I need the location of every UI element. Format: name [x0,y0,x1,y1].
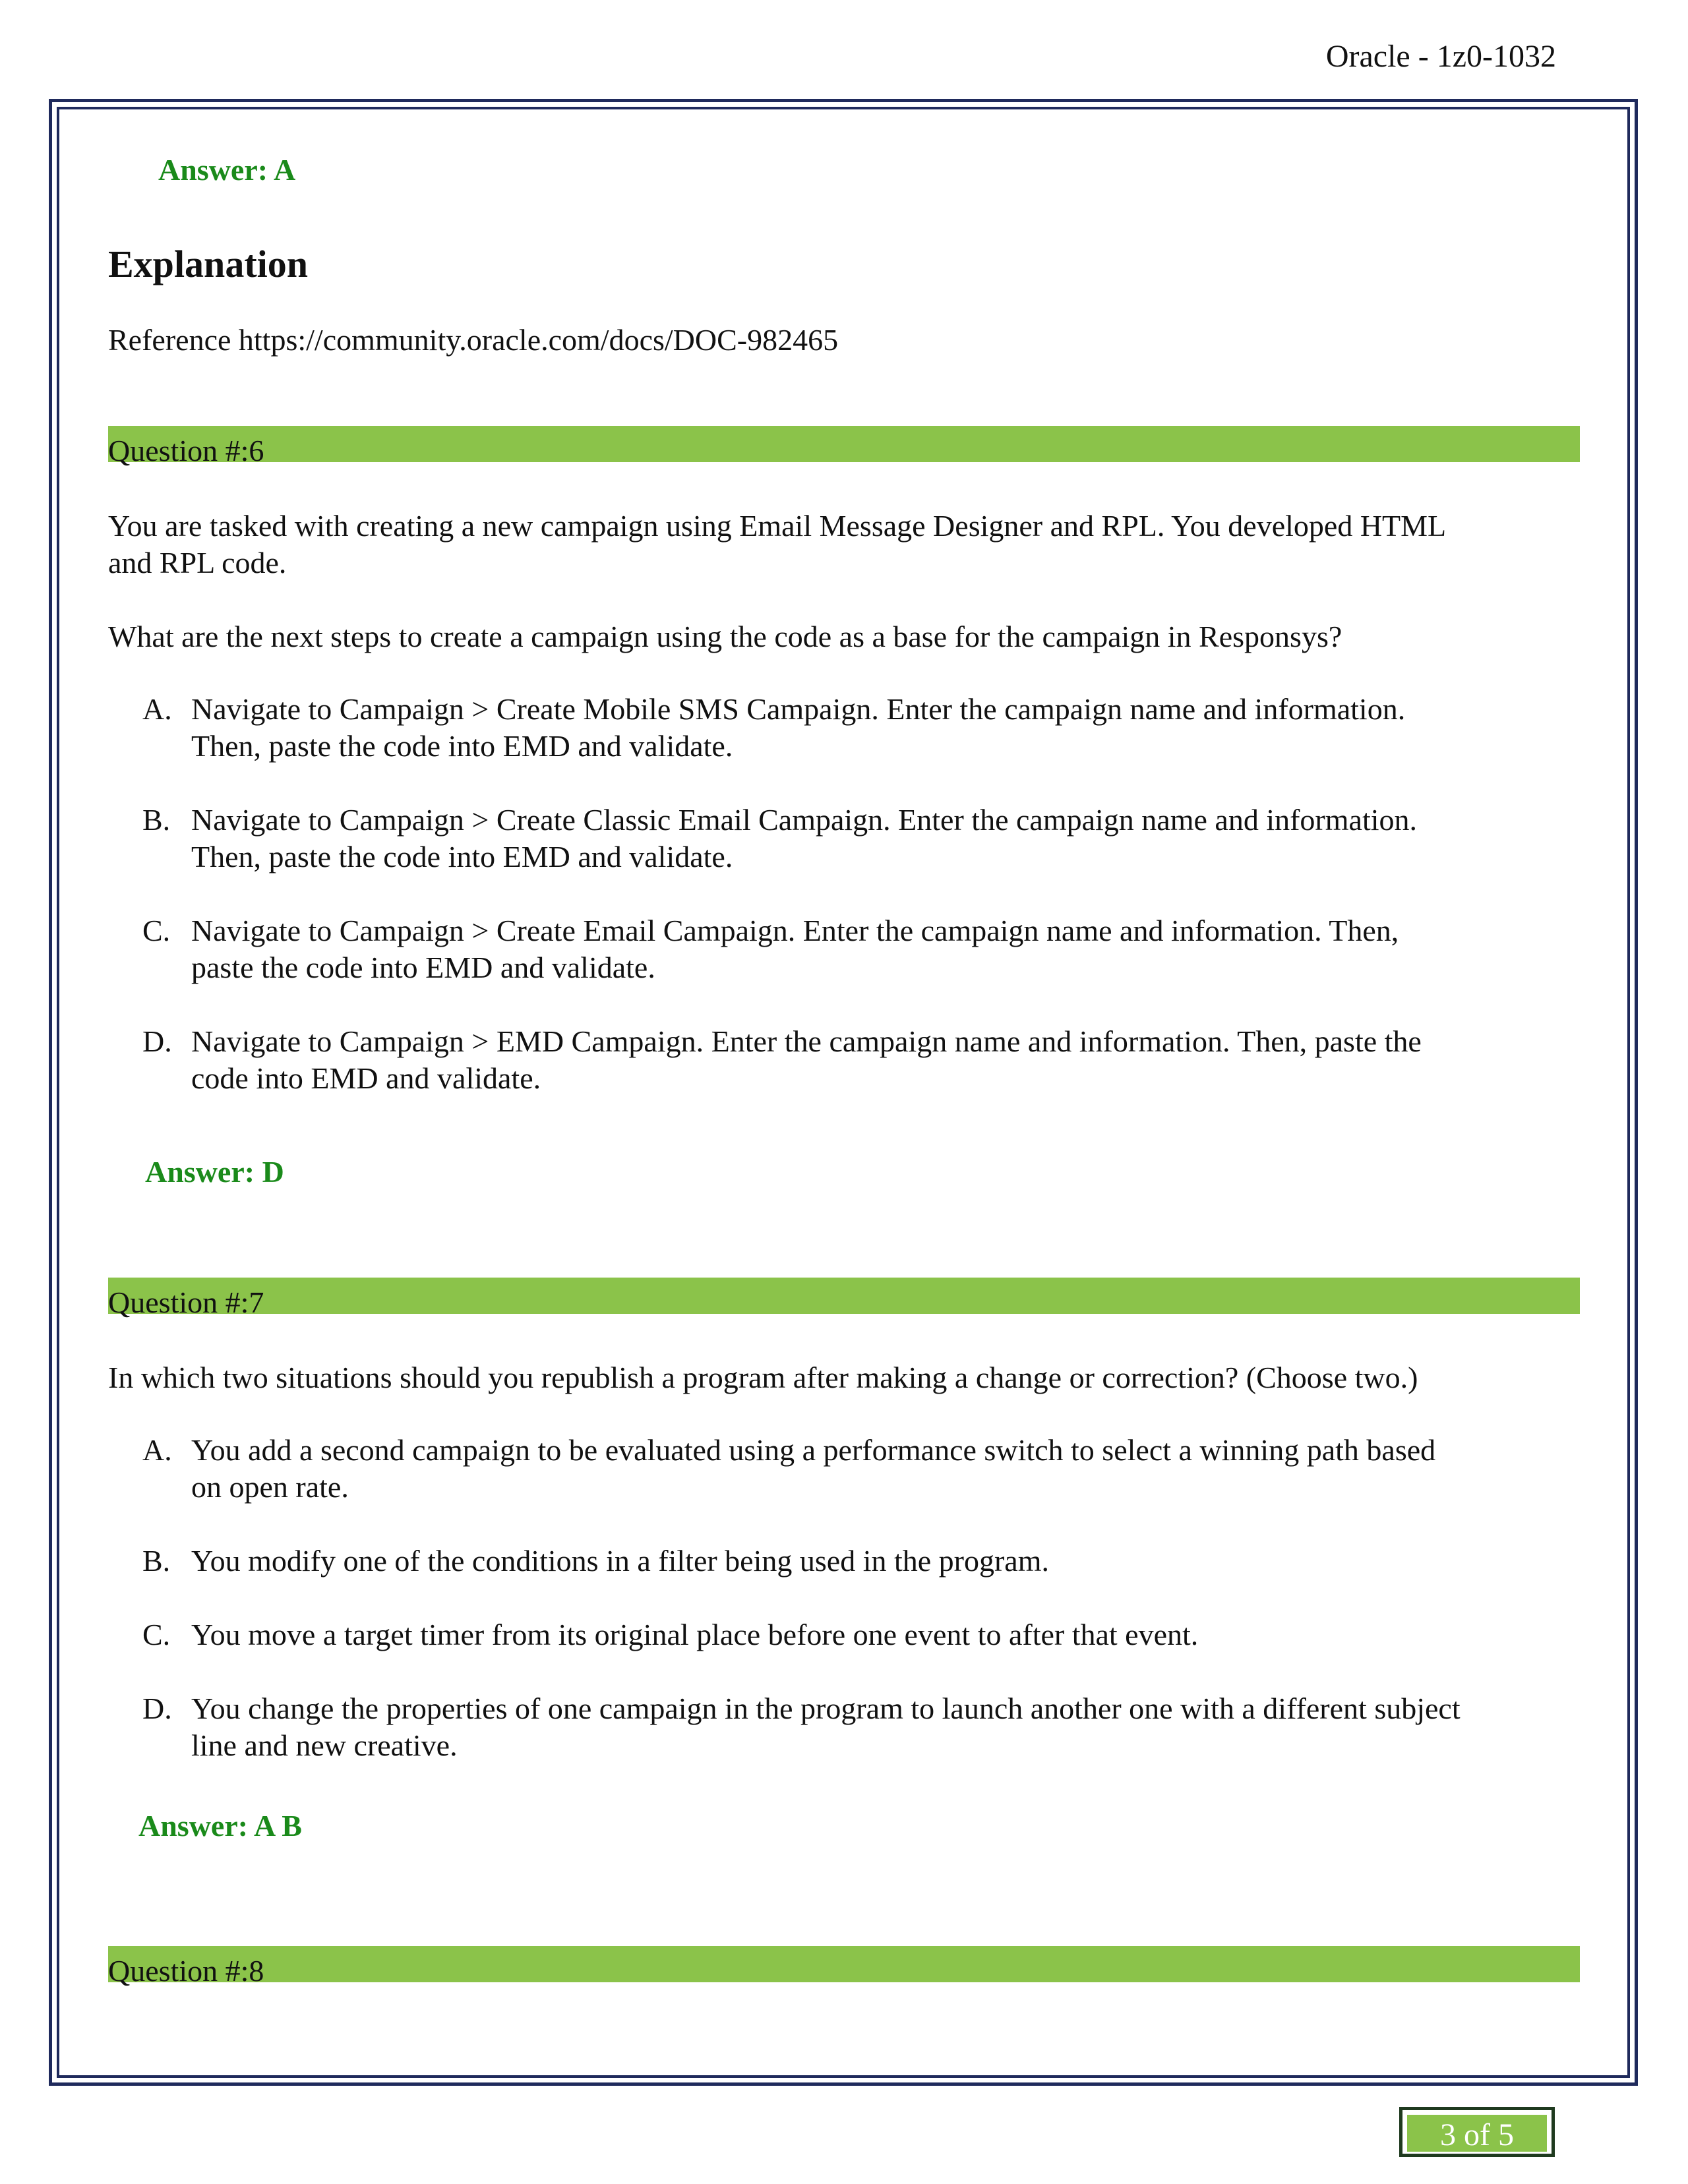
question-6-label: Question #:6 [108,434,264,467]
option-letter: D. [142,1692,172,1725]
question-6-bar [108,426,1580,462]
option-letter: C. [142,914,171,947]
document-header: Oracle - 1z0-1032 [1325,39,1556,74]
explanation-heading: Explanation [108,243,308,285]
question-7-label: Question #:7 [108,1285,264,1319]
page-number: 3 of 5 [1407,2115,1547,2152]
option-text: You change the properties of one campaign in the program to launch another one with a different subject line and new creative. [191,1692,1461,1762]
question-7-answer: Answer: A B [138,1809,302,1843]
question-8-label: Question #:8 [108,1954,264,1988]
option-letter: A. [142,692,172,726]
question-6-answer: Answer: D [145,1155,284,1189]
explanation-reference: Reference https://community.oracle.com/docs/DOC-982465 [108,323,839,357]
option-letter: D. [142,1024,172,1058]
option-text: Navigate to Campaign > Create Email Campaign. Enter the campaign name and information. Then, paste the code into EMD and validate. [191,914,1399,984]
question-7-prompt: In which two situations should you republish a program after making a change or correction? (Choose two.) [108,1361,1418,1394]
option-letter: B. [142,803,171,837]
option-text: You modify one of the conditions in a filter being used in the program. [191,1544,1050,1578]
option-letter: A. [142,1433,172,1467]
option-text: Navigate to Campaign > Create Classic Email Campaign. Enter the campaign name and information. Then, paste the code into EMD and validate. [191,803,1418,873]
option-letter: C. [142,1618,171,1651]
question-6-stem-line-1: You are tasked with creating a new campaign using Email Message Designer and RPL. You developed HTML [108,509,1447,543]
option-text: You add a second campaign to be evaluated using a performance switch to select a winning path based on open rate. [191,1433,1436,1504]
option-text: You move a target timer from its original place before one event to after that event. [191,1618,1199,1651]
question-6-prompt: What are the next steps to create a campaign using the code as a base for the campaign in Responsys? [108,620,1342,653]
question-8-bar [108,1946,1580,1982]
option-letter: B. [142,1544,171,1578]
previous-answer: Answer: A [158,153,296,187]
option-text: Navigate to Campaign > EMD Campaign. Enter the campaign name and information. Then, paste the code into EMD and validate. [191,1024,1422,1095]
option-text: Navigate to Campaign > Create Mobile SMS Campaign. Enter the campaign name and information. Then, paste the code into EMD and validate. [191,692,1406,763]
question-7-bar [108,1278,1580,1314]
question-6-stem-line-2: and RPL code. [108,546,287,579]
